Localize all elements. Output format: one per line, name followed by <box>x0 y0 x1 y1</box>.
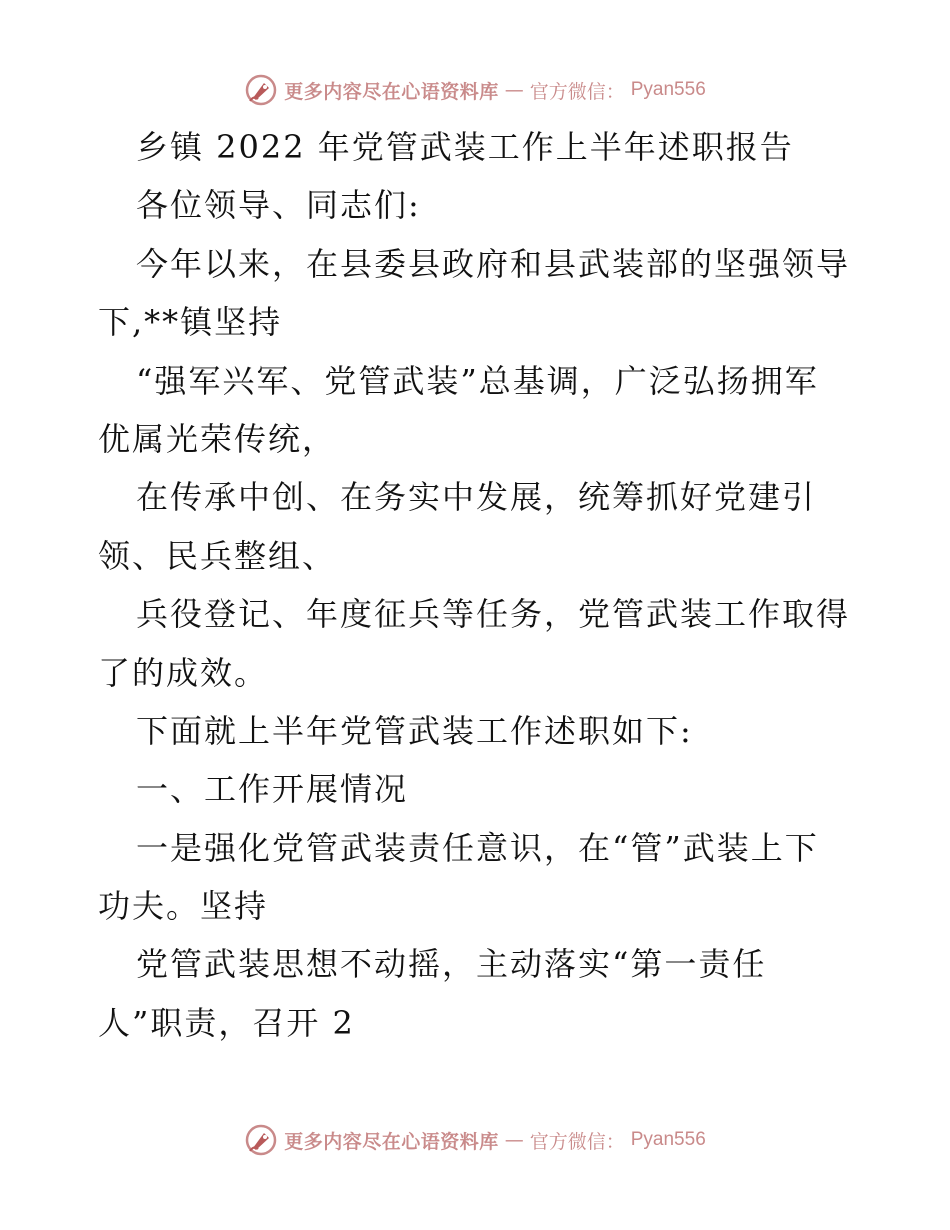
paragraph-line: “强军兴军、党管武装”总基调，广泛弘扬拥军 <box>136 361 819 400</box>
pen-nib-icon <box>244 1123 278 1157</box>
paragraph-line: 功夫。坚持 <box>98 887 269 926</box>
paragraph-line: 下面就上半年党管武装工作述职如下: <box>136 711 693 750</box>
watermark-official-label: 官方微信： <box>529 1130 625 1153</box>
footer-watermark <box>0 1120 950 1160</box>
paragraph-line: 一是强化党管武装责任意识，在“管”武装上下 <box>136 828 819 867</box>
paragraph-line: 各位领导、同志们: <box>136 186 421 225</box>
paragraph-line: 兵役登记、年度征兵等任务，党管武装工作取得 <box>136 595 851 634</box>
document-title: 乡镇 2022 年党管武装工作上半年述职报告 <box>136 128 794 166</box>
watermark-text: 更多内容尽在心语资料库 <box>284 80 499 103</box>
watermark-official-label: 官方微信： <box>529 80 625 103</box>
paragraph-line: 了的成效。 <box>98 653 269 692</box>
watermark-wechat-id: Pyan556 <box>630 79 706 100</box>
paragraph-line: 人”职责，召开 2 <box>98 1003 355 1042</box>
paragraph-line: 今年以来，在县委县政府和县武装部的坚强领导 <box>136 244 851 283</box>
paragraph-line: 党管武装思想不动摇，主动落实“第一责任 <box>136 945 767 984</box>
watermark-separator: — <box>504 79 524 101</box>
document-body <box>98 118 858 1052</box>
watermark-wechat-id: Pyan556 <box>630 1129 706 1150</box>
watermark-text: 更多内容尽在心语资料库 <box>284 1130 499 1153</box>
paragraph-line: 一、工作开展情况 <box>136 770 409 809</box>
paragraph-line: 在传承中创、在务实中发展，统筹抓好党建引 <box>136 478 817 517</box>
header-watermark <box>0 70 950 110</box>
paragraph-line: 优属光荣传统， <box>98 419 337 458</box>
paragraph-line: 领、民兵整组、 <box>98 536 337 575</box>
paragraph-line: 下,**镇坚持 <box>98 303 283 342</box>
pen-nib-icon <box>244 73 278 107</box>
watermark-separator: — <box>504 1129 524 1151</box>
